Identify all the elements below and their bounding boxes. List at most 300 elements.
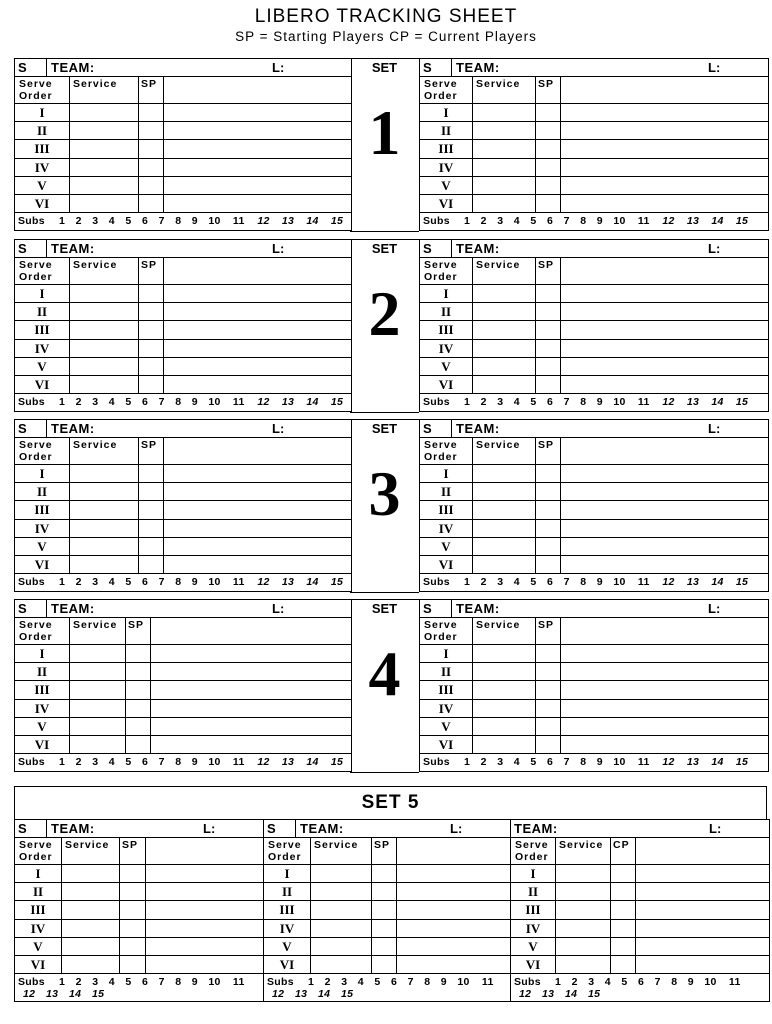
sub-number[interactable]: [76, 576, 82, 588]
order-label: Order: [19, 631, 53, 643]
sub-number[interactable]: [530, 576, 536, 588]
sub-number[interactable]: [638, 976, 644, 988]
sub-number[interactable]: [464, 576, 470, 588]
team-name-field[interactable]: TEAM:: [456, 421, 500, 436]
subs-label: Subs: [423, 215, 450, 228]
sub-number-text: 9: [191, 976, 198, 989]
sub-number[interactable]: [655, 976, 661, 988]
sub-number[interactable]: [76, 756, 82, 768]
sub-number-text: 6: [142, 215, 149, 228]
rotation-row[interactable]: [15, 700, 351, 718]
rotation-row[interactable]: [15, 465, 351, 483]
rotation-row[interactable]: [15, 681, 351, 699]
rotation-row[interactable]: [264, 938, 510, 956]
sub-number[interactable]: [464, 756, 470, 768]
sub-number[interactable]: [605, 976, 611, 988]
sub-number[interactable]: [613, 396, 625, 408]
serve-first-box[interactable]: S: [15, 600, 47, 617]
libero-field[interactable]: L:: [708, 60, 721, 75]
sub-number[interactable]: [109, 215, 115, 227]
set-number: 2: [368, 278, 401, 349]
left-team-table: [14, 419, 352, 592]
sub-number[interactable]: [547, 396, 553, 408]
sub-number[interactable]: [580, 215, 586, 227]
sub-number[interactable]: [109, 576, 115, 588]
rotation-numeral: V: [441, 358, 451, 374]
team-name-field[interactable]: TEAM:: [51, 821, 95, 836]
sub-number-text: 11: [232, 215, 245, 228]
sub-number[interactable]: [23, 988, 35, 1000]
rotation-row[interactable]: [15, 321, 351, 339]
sub-number-text: 7: [158, 396, 165, 409]
rotation-row[interactable]: [264, 901, 510, 919]
sub-number[interactable]: [704, 976, 716, 988]
serve-first-box[interactable]: S: [420, 600, 452, 617]
sub-number[interactable]: [175, 756, 181, 768]
sub-number-text: 15: [330, 215, 344, 228]
rotation-row[interactable]: [15, 340, 351, 358]
sub-number[interactable]: [59, 576, 65, 588]
set5-title: SET 5: [15, 787, 766, 820]
rotation-row[interactable]: [264, 865, 510, 883]
team-name-field[interactable]: TEAM:: [456, 241, 500, 256]
sub-number[interactable]: [295, 988, 307, 1000]
sub-number[interactable]: [175, 215, 181, 227]
sub-number[interactable]: [564, 215, 570, 227]
rotation-row[interactable]: [15, 104, 351, 122]
rotation-row[interactable]: [15, 358, 351, 376]
sub-number[interactable]: [662, 576, 674, 588]
sub-number[interactable]: [482, 976, 494, 988]
sub-number[interactable]: [638, 215, 650, 227]
column-divider: [560, 258, 561, 393]
libero-field[interactable]: L:: [450, 821, 463, 836]
rotation-numeral: I: [443, 105, 449, 120]
sub-number-text: 15: [735, 396, 749, 409]
sub-number[interactable]: [408, 976, 414, 988]
sub-number[interactable]: [736, 756, 748, 768]
libero-field[interactable]: L:: [272, 421, 285, 436]
sub-number[interactable]: [688, 976, 694, 988]
rotation-numeral: I: [284, 866, 290, 881]
team-name-field[interactable]: TEAM:: [51, 241, 95, 256]
team-name-field[interactable]: TEAM:: [456, 601, 500, 616]
sub-number[interactable]: [481, 396, 487, 408]
column-divider: [61, 838, 62, 973]
sub-number[interactable]: [233, 576, 245, 588]
sub-number[interactable]: [257, 215, 269, 227]
rotation-numeral: VI: [438, 557, 454, 572]
sp-label: SP: [538, 78, 555, 90]
rotation-row[interactable]: [15, 883, 263, 901]
sub-number[interactable]: [597, 215, 603, 227]
column-divider: [472, 77, 473, 212]
sub-number[interactable]: [109, 976, 115, 988]
sub-number-text: 2: [480, 396, 487, 409]
sub-number[interactable]: [711, 756, 723, 768]
libero-field[interactable]: L:: [708, 601, 721, 616]
column-divider: [138, 438, 139, 573]
team-name-field[interactable]: TEAM:: [514, 821, 558, 836]
sub-number-text: 4: [357, 976, 364, 989]
rotation-numeral: I: [39, 105, 45, 120]
sub-number[interactable]: [233, 976, 245, 988]
rotation-row[interactable]: [511, 956, 769, 974]
sub-number[interactable]: [580, 756, 586, 768]
sub-number[interactable]: [638, 576, 650, 588]
sub-number[interactable]: [481, 215, 487, 227]
sub-number[interactable]: [597, 756, 603, 768]
set-block-2: [14, 239, 768, 411]
sub-number[interactable]: [530, 756, 536, 768]
sub-number[interactable]: [142, 976, 148, 988]
rotation-numeral: III: [34, 502, 50, 518]
sub-number[interactable]: [142, 215, 148, 227]
sub-number[interactable]: [736, 576, 748, 588]
serve-first-box[interactable]: S: [420, 240, 452, 257]
sp-label: SP: [128, 619, 145, 631]
rotation-row[interactable]: [264, 920, 510, 938]
rotation-row[interactable]: [15, 520, 351, 538]
sub-number[interactable]: [306, 576, 318, 588]
rotation-row[interactable]: [15, 938, 263, 956]
sub-number[interactable]: [142, 756, 148, 768]
sub-number-text: 13: [686, 396, 700, 409]
sub-number[interactable]: [530, 215, 536, 227]
sub-number[interactable]: [530, 396, 536, 408]
sub-number[interactable]: [497, 756, 503, 768]
sub-number[interactable]: [159, 396, 165, 408]
sub-number[interactable]: [711, 396, 723, 408]
sub-number-text: 4: [108, 756, 115, 769]
sp-label: SP: [141, 78, 158, 90]
sub-number[interactable]: [565, 988, 577, 1000]
sub-number[interactable]: [175, 976, 181, 988]
sub-number[interactable]: [175, 396, 181, 408]
rotation-row[interactable]: [15, 122, 351, 140]
rotation-numeral: V: [37, 718, 47, 734]
serve-first-box[interactable]: S: [420, 420, 452, 437]
sub-number[interactable]: [671, 976, 677, 988]
sub-number[interactable]: [597, 576, 603, 588]
sub-number-text: 9: [191, 215, 198, 228]
sub-number[interactable]: [233, 756, 245, 768]
sheet-title: LIBERO TRACKING SHEET: [254, 6, 518, 27]
rotation-row[interactable]: [15, 195, 351, 213]
sub-number[interactable]: [514, 576, 520, 588]
sub-number[interactable]: [325, 976, 331, 988]
right-team-header: [420, 59, 768, 77]
rotation-row[interactable]: [15, 718, 351, 736]
sub-number-text: 10: [208, 215, 221, 228]
sub-number-text: 9: [191, 756, 198, 769]
rotation-numeral: IV: [438, 159, 454, 175]
left-team-header: [15, 420, 351, 438]
rotation-row[interactable]: [15, 645, 351, 663]
sub-number[interactable]: [142, 576, 148, 588]
sub-number[interactable]: [159, 976, 165, 988]
sub-number[interactable]: [257, 396, 269, 408]
sub-number[interactable]: [481, 756, 487, 768]
left-team-table: [14, 599, 352, 772]
sub-number-text: 14: [711, 215, 724, 228]
sub-number[interactable]: [547, 756, 553, 768]
sub-number[interactable]: [547, 576, 553, 588]
serve-first-box[interactable]: S: [15, 420, 47, 437]
sub-number[interactable]: [638, 756, 650, 768]
sub-number[interactable]: [159, 215, 165, 227]
team-name-field[interactable]: TEAM:: [456, 60, 500, 75]
sub-number[interactable]: [125, 756, 131, 768]
sub-number[interactable]: [192, 215, 198, 227]
sub-number[interactable]: [457, 976, 469, 988]
sub-number[interactable]: [736, 396, 748, 408]
rotation-row[interactable]: [15, 159, 351, 177]
rotation-row[interactable]: [15, 483, 351, 501]
sub-number[interactable]: [142, 396, 148, 408]
sub-number[interactable]: [358, 976, 364, 988]
rotation-row[interactable]: [264, 883, 510, 901]
libero-field[interactable]: L:: [708, 421, 721, 436]
serve-first-box[interactable]: S: [15, 820, 47, 837]
sub-number[interactable]: [257, 576, 269, 588]
sub-number[interactable]: [59, 976, 65, 988]
rotation-row[interactable]: [15, 285, 351, 303]
sub-number[interactable]: [282, 215, 294, 227]
sub-number[interactable]: [464, 396, 470, 408]
rotation-row[interactable]: [15, 303, 351, 321]
sub-number[interactable]: [481, 576, 487, 588]
sub-number[interactable]: [306, 756, 318, 768]
sub-number[interactable]: [192, 756, 198, 768]
sub-number[interactable]: [125, 215, 131, 227]
sub-number[interactable]: [208, 756, 220, 768]
sub-number-text: 13: [281, 396, 295, 409]
sub-number[interactable]: [687, 396, 699, 408]
serve-label: Serve: [19, 839, 53, 851]
rotation-row[interactable]: [15, 663, 351, 681]
sub-number[interactable]: [92, 988, 104, 1000]
rotation-row[interactable]: [15, 177, 351, 195]
team-name-field[interactable]: TEAM:: [51, 421, 95, 436]
sub-number[interactable]: [192, 976, 198, 988]
column-header: [15, 258, 351, 285]
sub-number[interactable]: [59, 756, 65, 768]
sub-number-text: 11: [232, 756, 245, 769]
sub-number-text: 3: [497, 396, 504, 409]
sub-number[interactable]: [564, 396, 570, 408]
sub-number[interactable]: [257, 756, 269, 768]
sub-number-text: 6: [142, 756, 149, 769]
sub-number[interactable]: [92, 576, 98, 588]
sub-number[interactable]: [306, 396, 318, 408]
sub-number[interactable]: [374, 976, 380, 988]
serve-first-box[interactable]: S: [264, 820, 296, 837]
sub-number[interactable]: [331, 756, 343, 768]
sub-number[interactable]: [564, 756, 570, 768]
libero-field[interactable]: L:: [272, 601, 285, 616]
sub-number[interactable]: [564, 576, 570, 588]
rotation-numeral: VI: [279, 957, 295, 972]
sub-number[interactable]: [613, 576, 625, 588]
sub-number[interactable]: [76, 215, 82, 227]
sub-number[interactable]: [192, 576, 198, 588]
sub-number[interactable]: [519, 988, 531, 1000]
sub-number[interactable]: [613, 756, 625, 768]
rotation-row[interactable]: [15, 376, 351, 394]
sub-number[interactable]: [638, 396, 650, 408]
sub-number[interactable]: [711, 576, 723, 588]
rotation-row[interactable]: [15, 901, 263, 919]
rotation-row[interactable]: [15, 501, 351, 519]
sub-number-text: 1: [59, 215, 66, 228]
sub-number[interactable]: [208, 576, 220, 588]
sub-number[interactable]: [159, 576, 165, 588]
sub-number[interactable]: [125, 396, 131, 408]
rotation-row[interactable]: [15, 920, 263, 938]
sub-number[interactable]: [497, 576, 503, 588]
column-divider: [163, 438, 164, 573]
team-name-field[interactable]: TEAM:: [51, 60, 95, 75]
sub-number[interactable]: [687, 756, 699, 768]
sub-number[interactable]: [208, 396, 220, 408]
sub-number[interactable]: [306, 215, 318, 227]
sub-number[interactable]: [424, 976, 430, 988]
sub-number[interactable]: [391, 976, 397, 988]
sub-number[interactable]: [208, 976, 220, 988]
rotation-row[interactable]: [15, 736, 351, 754]
sub-number[interactable]: [662, 756, 674, 768]
sub-number[interactable]: [341, 976, 347, 988]
sub-number[interactable]: [69, 988, 81, 1000]
sub-number[interactable]: [514, 215, 520, 227]
sub-number[interactable]: [588, 976, 594, 988]
sub-number[interactable]: [208, 215, 220, 227]
sub-number-text: 14: [69, 988, 82, 1001]
libero-field[interactable]: L:: [708, 241, 721, 256]
sub-number[interactable]: [92, 215, 98, 227]
sub-number[interactable]: [711, 215, 723, 227]
rotation-row[interactable]: [15, 556, 351, 574]
sub-number[interactable]: [272, 988, 284, 1000]
sub-number[interactable]: [597, 396, 603, 408]
sub-number[interactable]: [308, 976, 314, 988]
sub-number[interactable]: [282, 756, 294, 768]
rotation-numeral: II: [440, 304, 452, 320]
set-label: SET: [371, 421, 398, 436]
sub-number[interactable]: [109, 396, 115, 408]
sub-number[interactable]: [662, 215, 674, 227]
rotation-row[interactable]: [511, 883, 769, 901]
sub-number[interactable]: [555, 976, 561, 988]
sub-number[interactable]: [59, 396, 65, 408]
rotation-numeral: II: [36, 304, 48, 320]
rotation-row[interactable]: [511, 901, 769, 919]
sub-number[interactable]: [92, 976, 98, 988]
sub-number[interactable]: [613, 215, 625, 227]
sub-number[interactable]: [233, 396, 245, 408]
sub-number-text: 6: [142, 576, 149, 589]
sub-number[interactable]: [282, 576, 294, 588]
sub-number[interactable]: [92, 756, 98, 768]
serve-first-box[interactable]: S: [420, 59, 452, 76]
sub-number[interactable]: [580, 396, 586, 408]
sub-number[interactable]: [282, 396, 294, 408]
rotation-row[interactable]: [511, 938, 769, 956]
team-name-field[interactable]: TEAM:: [300, 821, 344, 836]
sub-number[interactable]: [542, 988, 554, 1000]
serve-first-box[interactable]: S: [15, 240, 47, 257]
sub-number[interactable]: [92, 396, 98, 408]
sub-number-text: 6: [391, 976, 398, 989]
sub-number[interactable]: [331, 576, 343, 588]
sub-number[interactable]: [687, 576, 699, 588]
serve-first-box[interactable]: S: [15, 59, 47, 76]
sub-number-text: 11: [232, 576, 245, 589]
sub-number[interactable]: [125, 976, 131, 988]
rotation-row[interactable]: [15, 956, 263, 974]
team-name-field[interactable]: TEAM:: [51, 601, 95, 616]
sub-number[interactable]: [441, 976, 447, 988]
sub-number[interactable]: [233, 215, 245, 227]
sub-number[interactable]: [662, 396, 674, 408]
libero-field[interactable]: L:: [272, 60, 285, 75]
sub-number[interactable]: [331, 215, 343, 227]
sub-number[interactable]: [76, 396, 82, 408]
rotation-row[interactable]: [15, 140, 351, 158]
sub-number[interactable]: [736, 215, 748, 227]
sub-number[interactable]: [514, 756, 520, 768]
sub-number-text: 10: [613, 576, 626, 589]
sub-number[interactable]: [572, 976, 578, 988]
rotation-row[interactable]: [15, 865, 263, 883]
sub-number[interactable]: [547, 215, 553, 227]
sub-number[interactable]: [46, 988, 58, 1000]
sub-number[interactable]: [687, 215, 699, 227]
sub-number[interactable]: [109, 756, 115, 768]
sub-number[interactable]: [76, 976, 82, 988]
rotation-row[interactable]: [15, 538, 351, 556]
sub-number-text: 1: [59, 576, 66, 589]
sub-number[interactable]: [621, 976, 627, 988]
sub-number[interactable]: [192, 396, 198, 408]
sub-number[interactable]: [341, 988, 353, 1000]
libero-field[interactable]: L:: [203, 821, 216, 836]
sub-number[interactable]: [514, 396, 520, 408]
sub-number[interactable]: [175, 576, 181, 588]
sub-number[interactable]: [497, 396, 503, 408]
serve-label: Serve: [424, 619, 458, 631]
serve-label: Serve: [19, 439, 53, 451]
rotation-row[interactable]: [511, 920, 769, 938]
sub-number[interactable]: [159, 756, 165, 768]
subs-label: Subs: [423, 756, 450, 769]
sub-number-text: 6: [638, 976, 645, 989]
libero-field[interactable]: L:: [272, 241, 285, 256]
sub-number[interactable]: [59, 215, 65, 227]
sub-number[interactable]: [580, 576, 586, 588]
libero-field[interactable]: L:: [709, 821, 722, 836]
sub-number[interactable]: [729, 976, 741, 988]
sub-number[interactable]: [331, 396, 343, 408]
sub-number[interactable]: [125, 576, 131, 588]
rotation-row[interactable]: [264, 956, 510, 974]
sub-number[interactable]: [588, 988, 600, 1000]
sub-number[interactable]: [497, 215, 503, 227]
rotation-row[interactable]: [511, 865, 769, 883]
sub-number[interactable]: [318, 988, 330, 1000]
sub-number[interactable]: [464, 215, 470, 227]
